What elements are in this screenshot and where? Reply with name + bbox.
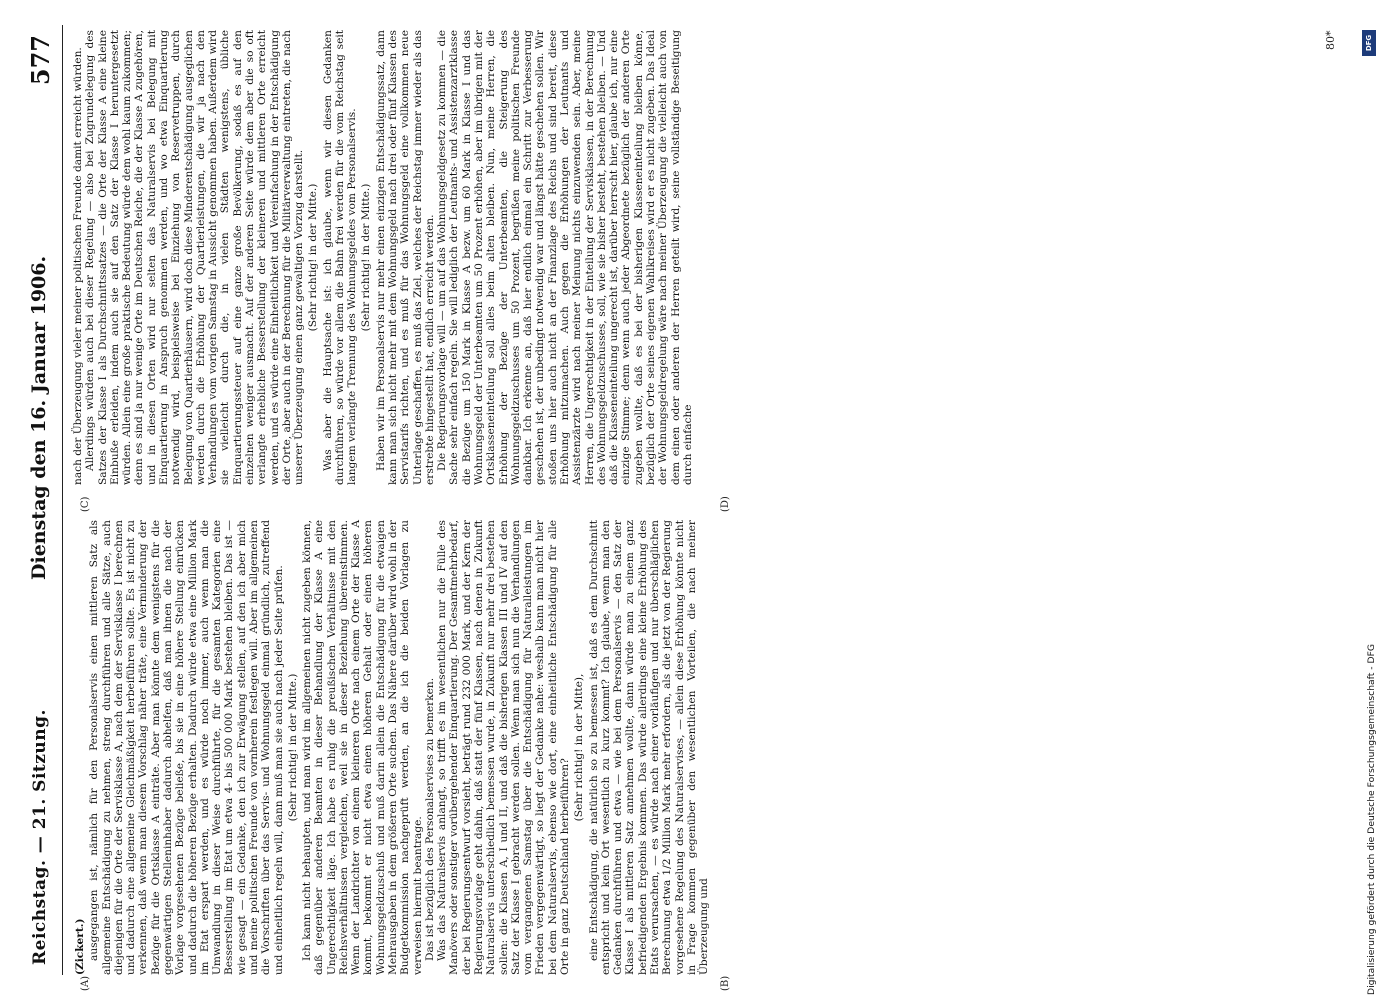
right-interjection-2: (Sehr richtig! in der Mitte.): [360, 183, 373, 332]
page-number: 577: [26, 35, 55, 86]
header-rule: [62, 25, 63, 975]
right-paragraph-1: nach der Überzeugung vieler meiner politischen Freunde damit erreicht würden.: [72, 47, 84, 485]
page-reference: 80*: [1324, 30, 1337, 50]
page-header: [20, 25, 64, 975]
right-column: [72, 30, 694, 485]
header-date: Dienstag den 16. Januar 1906.: [28, 255, 50, 580]
left-column: [72, 520, 710, 975]
margin-mark-d: (D): [720, 496, 731, 512]
left-paragraph-2: Ich kann nicht behaupten, und man wird im allgemeinen nicht zugeben können, daß gegenüber anderen Beamten in dieser Behandlung der Klasse A eine Ungerechtigkeit läge. Ich habe es ruhig die preußischen Verhältnisse mit den Reichsverhältnissen vergleichen, weil sie in dieser Beziehung übereinstimmen. Wenn der Landrichter von einem kleineren Orte nach einem Orte der Klasse A kommt, bekommt er nicht etwa einen höheren Gehalt oder einen höheren Wohnungsgeldzuschuß und muß darin allein die Entschädigung für die etwaigen Mehrausgaben in dem größeren Orte suchen. Das Nähere darüber wird wohl in der Budgetkommission nachgeprüft werden, an die ich die beiden Vorlagen zu verweisen hiermit beantrage.: [301, 520, 424, 975]
margin-mark-a: (A): [80, 975, 91, 991]
left-paragraph-3: Das ist bezüglich des Personalservises zu bemerken.: [423, 677, 436, 961]
left-paragraph-5: eine Entschädigung, die natürlich so zu bemessen ist, daß es dem Durchschnitt entspricht und kein Ort wesentlich zu kurz kommt? Ich glaube, wenn man den Gedanken durchführen und etwa — wie bei dem Personalservis — den Satz der Klasse I als mittleren Satz annehmen wollte, dann würde man zu einem ganz befriedigenden Ergebnis kommen. Das würde allerdings eine kleine Erhöhung des Etats verursachen, — es würde nach einer vorläufigen und nur überschläglichen Berechnung etwa 1/2 Million Mark mehr erfordern, als die jetzt von der Regierung vorgesehene Regelung des Naturalservises, — allein diese Erhöhung könnte nicht in Frage kommen gegenüber den wesentlichen Vorteilen, die nach meiner Überzeugung und: [587, 520, 711, 975]
right-paragraph-4: Haben wir im Personalservis nur mehr einen einzigen Entschädigungssatz, dann kann man sich nicht mehr mit dem Wohnungsgeld nach drei oder fünf Klassen des Servistarifs richten, und es muß für das Wohnungsgeld eine vollkommen neue Unterlage geschaffen, es muß das Ziel, welches der Reichstag immer wieder als das erstrebte hingestellt hat, endlich erreicht werden.: [374, 30, 436, 485]
right-interjection-1: (Sehr richtig! in der Mitte.): [307, 183, 320, 332]
left-interjection-2: (Sehr richtig! in der Mitte),: [573, 673, 586, 822]
left-paragraph-4: Was das Naturalservis anlangt, so trifft es im wesentlichen nur die Fülle des Manövers oder sonstiger vorübergehender Einquartierung. Der Gesamtmehrbedarf, der bei Regierungsentwurf vorsieht, beträgt rund 232 000 Mark, und der Kern der Regierungsvorlage geht dahin, daß statt der fünf Klassen, nach denen in Zukunft Naturalservis unterschiedlich bemessen wurde, in Zukunft nur mehr drei bestehen sollen: die Klassen A, I und II, und daß die bisherigen Klassen III und IV auf den Satz der Klasse I gebracht werden sollen. Wenn man sich nun die Verhandlungen vom vergangenen Samstag über die Entschädigung für Naturalleistungen im Frieden vergegenwärtigt, so liegt der Gedanke nahe: weshalb kann man nicht hier bei dem Naturalservis, ebenso wie dort, eine einheitliche Entschädigung für alle Orte in ganz Deutschland herbeiführen?: [436, 520, 571, 975]
right-paragraph-3: Was aber die Hauptsache ist: ich glaube, wenn wir diesen Gedanken durchführen, so würde vor allem die Bahn frei werden für die vom Reichstag seit langem verlangte Trennung des Wohnungsgeldes vom Personalservis.: [321, 30, 359, 485]
rotated-page-content: [20, 25, 1340, 991]
speaker-name: (Zickert.): [74, 918, 86, 975]
margin-mark-b: (B): [720, 975, 731, 991]
dfg-logo: DFG: [1362, 30, 1376, 56]
digitization-credit: Digitalisierung gefördert durch die Deutsche Forschungsgemeinschaft - DFG: [1366, 644, 1377, 995]
margin-mark-c: (C): [80, 496, 91, 512]
right-paragraph-2: Allerdings würden auch bei dieser Regelung — also bei Zugrundelegung des Satzes der Klasse I als Durchschnittssatzes — die Orte der Klasse A eine kleine Einbuße erleiden, indem auch sie auf den Satz der Klasse I heruntergesetzt würden. Allein eine große praktische Bedeutung würde dem wohl kaum zukommen; denn es sind ja nur wenige Orte im Deutschen Reiche, die der Klasse A zugehören, und in diesen Orten wird nur selten das Naturalservis bei Belegung mit Einquartierung in Anspruch genommen werden, und wo etwa Einquartierung notwendig wird, beispielsweise bei Einziehung von Reservetruppen, durch Belegung von Quartierhäusern, wird doch diese Minderentschädigung ausgeglichen werden durch die Erhöhung der Quartierleistungen, die wir ja nach den Verhandlungen vom vorigen Samstag in Aussicht genommen haben. Außerdem wird sie vielleicht durch die, in vielen Städten wenigstens, übliche Einquartierungssteuer auf eine ganze große Bevölkerung, sodaß es auf den einzelnen weniger ausmacht. Auf der anderen Seite würde dem aber die so oft verlangte erhebliche Besserstellung der kleineren und mittleren Orte erreicht werden, und es würde eine Einheitlichkeit und Vereinfachung in der Entschädigung der Orte, aber auch in der Berechnung für die Militärverwaltung eintreten, die nach unserer Überzeugung einen ganz gewaltigen Vorzug darstellt.: [84, 29, 306, 485]
left-interjection-1: (Sehr richtig! in der Mitte.): [286, 673, 299, 822]
right-paragraph-5: Die Regierungsvorlage will — um auf das Wohnungsgeldgesetz zu kommen — die Sache sehr einfach regeln. Sie will lediglich der Leutnants- und Assistenzarztklasse die Bezüge um 150 Mark in Klasse A bezw. um 60 Mark in Klasse I und das Wohnungsgeld der Unterbeamten um 50 Prozent erhöhen, aber im übrigen mit der Ortsklasseneinteilung soll alles beim alten bleiben. Nun, meine Herren, die Erhöhung der Bezüge der Unterbeamten, die Steigerung des Wohnungsgeldzuschusses um 50 Prozent, begrüßen meine politischen Freunde dankbar. Ich erkenne an, daß hier endlich einmal ein Schritt zur Verbesserung geschehen ist, der unbedingt notwendig war und längst hätte geschehen sollen. Wir stoßen uns hier auch nicht an der Finanzlage des Reichs und sind bereit, diese Erhöhung mitzumachen. Auch gegen die Erhöhungen der Leutnants und Assistenzärzte wird nach meiner Meinung nichts einzuwenden sein. Aber, meine Herren, die Ungerechtigkeit in der Einteilung der Servisklassen, in der Berechnung des Wohnungsgeldzuschusses, soll, wie sie bisher besteht, bestehen bleiben. — Und daß die Klasseneinteilung ungerecht ist, darüber herrscht hier, glaube ich, nur eine einzige Stimme; denn wenn auch jeder Abgeordnete bezüglich der anderen Orte zugeben wollte, daß es bei der bisherigen Klasseneinteilung bleiben könne, bezüglich der Orte seines eigenen Wahlkreises wird er es nicht zugeben. Das Ideal der Wohnungsgeldregelung wäre nach meiner Überzeugung die vielleicht auch von dem einen oder anderen der Herren geteilt wird, seine vollständige Beseitigung durch einfache: [436, 30, 694, 485]
left-paragraph-1: ausgegangen ist, nämlich für den Personalservis einen mittleren Satz als allgemeine Entschädigung zu nehmen, streng durchführen und alle Sätze, auch diejenigen für die Orte der Servisklasse A, nach dem der Servisklasse I berechnen und dadurch eine allgemeine Gleichmäßigkeit herbeiführen sollte. Es ist nicht zu verkennen, daß wenn man diesem Vorschlag näher träte, eine Verminderung der Bezüge für die Ortsklasse A einträte. Aber man könnte dem wenigstens für die gegenwärtigen Stelleninhaber dadurch abhelfen, daß man ihnen die nach der Vorlage vorgesehenen Bezüge beließe, bis sie in eine höhere Stellung einrücken und dadurch die höheren Bezüge erhalten. Dadurch würde etwa eine Million Mark im Etat erspart werden, und es würde noch immer, auch wenn man die Umwandlung in dieser Weise durchführte, für die gesamten Kategorien eine Besserstellung im Etat um etwa 4- bis 500 000 Mark bestehen bleiben. Das ist — wie gesagt — ein Gedanke, den ich zur Erwägung stellen, auf den ich aber mich und meine politischen Freunde von vornherein festlegen will. Aber im allgemeinen die Vorschriften über das Servis- und Wohnungsgeld einmal gründlich, zutreffend und einheitlich regeln will, dann muß man sie auch nach jeder Seite prüfen.: [88, 520, 285, 975]
header-session: Reichstag. — 21. Sitzung.: [30, 709, 50, 965]
